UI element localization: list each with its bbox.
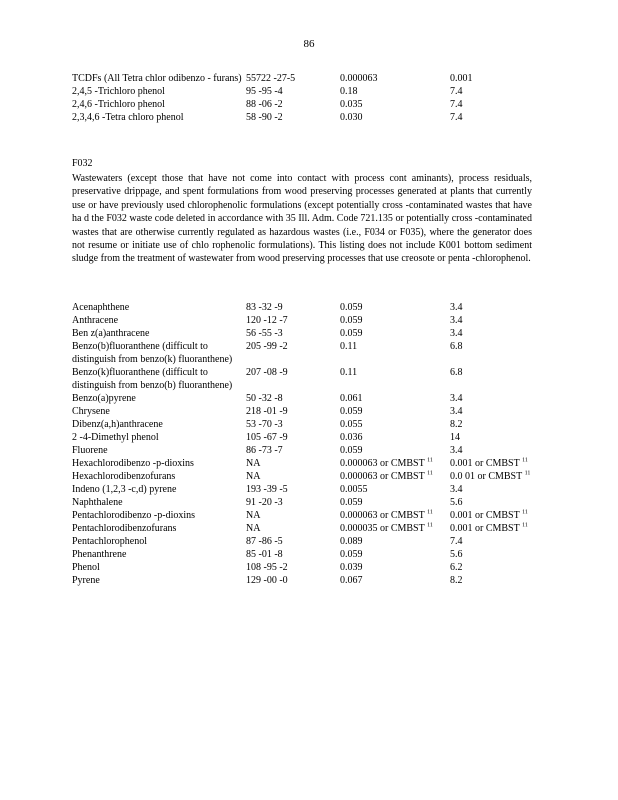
constituent-name: Phenol <box>72 562 100 573</box>
footnote-marker: 11 <box>427 457 433 464</box>
footnote-marker: 11 <box>427 470 433 477</box>
constituent-name: Chrysene <box>72 406 110 417</box>
constituent-name: Dibenz(a,h)anthracene <box>72 419 163 430</box>
wastewater-standard: 0.059 <box>340 406 363 417</box>
nonwastewater-standard: 6.8 <box>450 341 463 352</box>
footnote-marker: 11 <box>522 457 528 464</box>
cas-number: 218 -01 -9 <box>246 406 288 417</box>
constituent-name: Fluorene <box>72 445 108 456</box>
wastewater-standard: 0.035 <box>340 99 363 110</box>
table-row <box>72 431 552 444</box>
footnote-marker: 11 <box>427 509 433 516</box>
cas-number: 83 -32 -9 <box>246 302 283 313</box>
nonwastewater-standard: 7.4 <box>450 86 463 97</box>
constituent-name: Hexachlorodibenzofurans <box>72 471 176 482</box>
table-row <box>72 340 552 366</box>
cas-number: NA <box>246 458 261 469</box>
waste-description: Wastewaters (except those that have not come into contact with process cont aminants), process residuals, preservative drippage, and spent formulations from wood preserving processes generated at plants that currently use or have previously used chlorophenolic formulations (except potentially cross -contaminated wastes that have ha d the F032 waste code deleted in accordance with 35 Ill. Adm. Code 721.135 or potentially cross -contaminated wastes that are otherwise currently regulated as hazardous wastes (i.e., F034 or F035), where the generator does not resume or initiate use of chlo rophenolic formulations). This listing does not include K001 bottom sediment sludge from the treatment of wastewater from wood preserving processes that use creosote or penta -chlorophenol. <box>72 173 532 265</box>
wastewater-standard: 0.059 <box>340 445 363 456</box>
nonwastewater-standard: 3.4 <box>450 445 463 456</box>
wastewater-standard: 0.000063 or CMBST $^{11}$ <box>340 509 433 521</box>
nonwastewater-standard: 7.4 <box>450 99 463 110</box>
cas-number: 88 -06 -2 <box>246 99 283 110</box>
constituent-name: Benzo(a)pyrene <box>72 393 136 404</box>
cas-number: 120 -12 -7 <box>246 315 288 326</box>
cas-number: 95 -95 -4 <box>246 86 283 97</box>
constituent-name: Indeno (1,2,3 -c,d) pyrene <box>72 484 177 495</box>
nonwastewater-standard: 0.001 or CMBST $^{11}$ <box>450 457 528 469</box>
cas-number: 56 -55 -3 <box>246 328 283 339</box>
waste-code: F032 <box>72 158 93 169</box>
cas-number: 129 -00 -0 <box>246 575 288 586</box>
table-row <box>72 418 552 431</box>
nonwastewater-standard: 5.6 <box>450 497 463 508</box>
footnote-marker: 11 <box>522 522 528 529</box>
wastewater-standard: 0.030 <box>340 112 363 123</box>
wastewater-standard: 0.059 <box>340 315 363 326</box>
constituent-name: Acenaphthene <box>72 302 130 313</box>
top-constituent-table <box>72 72 552 124</box>
cas-number: 86 -73 -7 <box>246 445 283 456</box>
cas-number: 85 -01 -8 <box>246 549 283 560</box>
wastewater-standard: 0.055 <box>340 419 363 430</box>
constituent-name: Anthracene <box>72 315 119 326</box>
nonwastewater-standard: 3.4 <box>450 315 463 326</box>
constituent-name: Hexachlorodibenzo -p-dioxins <box>72 458 194 469</box>
wastewater-standard: 0.089 <box>340 536 363 547</box>
constituent-name: Pentachlorodibenzo -p-dioxins <box>72 510 196 521</box>
cas-number: 105 -67 -9 <box>246 432 288 443</box>
wastewater-standard: 0.067 <box>340 575 363 586</box>
nonwastewater-standard: 3.4 <box>450 328 463 339</box>
nonwastewater-standard: 0.001 <box>450 73 473 84</box>
table-row <box>72 574 552 587</box>
wastewater-standard: 0.11 <box>340 367 358 378</box>
constituent-name: 2,4,6 -Trichloro phenol <box>72 99 165 110</box>
constituent-name: Pyrene <box>72 575 100 586</box>
table-row <box>72 85 552 98</box>
table-row <box>72 366 552 392</box>
nonwastewater-standard: 0.001 or CMBST $^{11}$ <box>450 509 528 521</box>
cas-number: NA <box>246 510 261 521</box>
cas-number: 207 -08 -9 <box>246 367 288 378</box>
table-row <box>72 405 552 418</box>
nonwastewater-standard: 6.2 <box>450 562 463 573</box>
table-row <box>72 509 552 522</box>
wastewater-standard: 0.059 <box>340 497 363 508</box>
wastewater-standard: 0.059 <box>340 328 363 339</box>
nonwastewater-standard: 3.4 <box>450 406 463 417</box>
constituent-name: Benzo(b)fluoranthene (difficult to distinguish from benzo(k) fluoranthene) <box>72 341 233 365</box>
nonwastewater-standard: 8.2 <box>450 419 463 430</box>
nonwastewater-standard: 6.8 <box>450 367 463 378</box>
table-row <box>72 392 552 405</box>
nonwastewater-standard: 5.6 <box>450 549 463 560</box>
table-row <box>72 483 552 496</box>
wastewater-standard: 0.059 <box>340 549 363 560</box>
constituent-name: Pentachlorophenol <box>72 536 147 547</box>
footnote-marker: 11 <box>522 509 528 516</box>
wastewater-standard: 0.11 <box>340 341 358 352</box>
cas-number: 193 -39 -5 <box>246 484 288 495</box>
wastewater-standard: 0.000063 or CMBST $^{11}$ <box>340 457 433 469</box>
constituent-name: Phenanthrene <box>72 549 127 560</box>
nonwastewater-standard: 3.4 <box>450 484 463 495</box>
table-row <box>72 522 552 535</box>
page-number: 86 <box>303 38 315 50</box>
nonwastewater-standard: 7.4 <box>450 112 463 123</box>
constituent-name: Naphthalene <box>72 497 123 508</box>
cas-number: 55722 -27-5 <box>246 73 296 84</box>
table-row <box>72 535 552 548</box>
nonwastewater-standard: 7.4 <box>450 536 463 547</box>
table-row <box>72 470 552 483</box>
cas-number: NA <box>246 471 261 482</box>
table-row <box>72 111 552 124</box>
cas-number: 205 -99 -2 <box>246 341 288 352</box>
cas-number: 87 -86 -5 <box>246 536 283 547</box>
wastewater-standard: 0.036 <box>340 432 363 443</box>
constituent-name: Ben z(a)anthracene <box>72 328 150 339</box>
table-row <box>72 496 552 509</box>
nonwastewater-standard: 0.0 01 or CMBST $^{11}$ <box>450 470 531 482</box>
constituent-name: TCDFs (All Tetra chlor odibenzo - furans) <box>72 73 242 84</box>
constituent-name: 2,3,4,6 -Tetra chloro phenol <box>72 112 184 123</box>
wastewater-standard: 0.000063 <box>340 73 378 84</box>
nonwastewater-standard: 0.001 or CMBST $^{11}$ <box>450 522 528 534</box>
wastewater-standard: 0.000063 or CMBST $^{11}$ <box>340 470 433 482</box>
nonwastewater-standard: 14 <box>450 432 460 443</box>
table-row <box>72 98 552 111</box>
wastewater-standard: 0.0055 <box>340 484 368 495</box>
table-row <box>72 72 552 85</box>
cas-number: 58 -90 -2 <box>246 112 283 123</box>
f032-constituent-table <box>72 301 552 587</box>
table-row <box>72 314 552 327</box>
wastewater-standard: 0.039 <box>340 562 363 573</box>
constituent-name: 2,4,5 -Trichloro phenol <box>72 86 165 97</box>
wastewater-standard: 0.000035 or CMBST $^{11}$ <box>340 522 433 534</box>
table-row <box>72 548 552 561</box>
table-row <box>72 561 552 574</box>
table-row <box>72 457 552 470</box>
cas-number: 50 -32 -8 <box>246 393 283 404</box>
nonwastewater-standard: 3.4 <box>450 302 463 313</box>
footnote-marker: 11 <box>427 522 433 529</box>
constituent-name: 2 -4-Dimethyl phenol <box>72 432 159 443</box>
nonwastewater-standard: 3.4 <box>450 393 463 404</box>
cas-number: 108 -95 -2 <box>246 562 288 573</box>
footnote-marker: 11 <box>524 470 531 477</box>
cas-number: 91 -20 -3 <box>246 497 283 508</box>
cas-number: 53 -70 -3 <box>246 419 283 430</box>
constituent-name: Pentachlorodibenzofurans <box>72 523 177 534</box>
table-row <box>72 327 552 340</box>
constituent-name: Benzo(k)fluoranthene (difficult to distinguish from benzo(b) fluoranthene) <box>72 367 233 391</box>
wastewater-standard: 0.061 <box>340 393 363 404</box>
nonwastewater-standard: 8.2 <box>450 575 463 586</box>
table-row <box>72 444 552 457</box>
wastewater-standard: 0.18 <box>340 86 358 97</box>
table-row <box>72 301 552 314</box>
wastewater-standard: 0.059 <box>340 302 363 313</box>
cas-number: NA <box>246 523 261 534</box>
